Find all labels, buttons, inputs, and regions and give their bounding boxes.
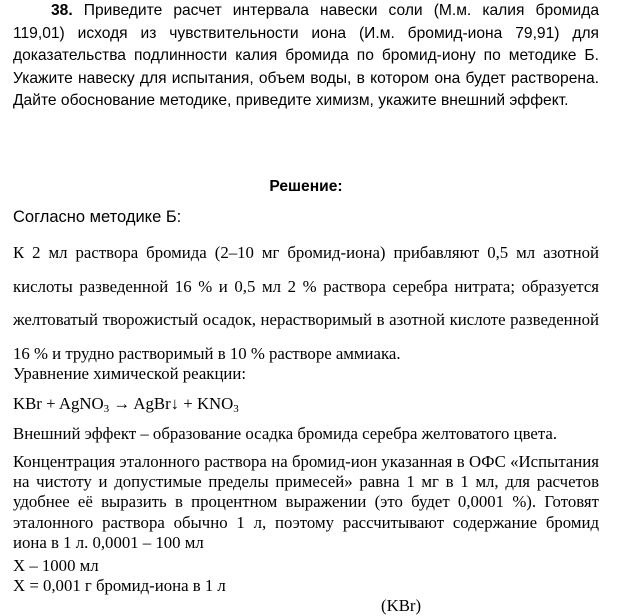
task-number: 38. (51, 2, 73, 19)
reactant-kbr: KBr (13, 394, 42, 413)
calc-line-1: Х – 1000 мл (13, 556, 99, 575)
task-paragraph (13, 0, 599, 113)
task-text: Приведите расчет интервала навески соли (М.м. калия бромида 119,01) исходя из чувствительности иона (И.м. бромид-иона 79,91) для доказательства подлинности калия бромида по бромид-иону по методике Б. Укажите навеску для испытания, объем воды, в котором она будет растворена. Дайте обоснование методике, приведите химизм, укажите внешний эффект. (13, 2, 599, 109)
external-effect: Внешний эффект – образование осадка бромида серебра желтоватого цвета. (13, 424, 558, 443)
plus-sign: + (46, 394, 56, 413)
product-kno3: $KNO_3$ (196, 394, 239, 415)
product-agbr: AgBr↓ (133, 394, 180, 413)
method-description: К 2 мл раствора бромида (2–10 мг бромид-иона) прибавляют 0,5 мл азотной кислоты разведенной 16 % и 0,5 мл 2 % раствора серебра нитрата; образуется желтоватый творожистый осадок, нерастворимый в азотной кислоте разведенной 16 % и трудно растворимый в 10 % растворе аммиака. (13, 243, 599, 364)
plus-sign: + (183, 394, 193, 413)
method-intro: Согласно методике Б: (13, 208, 182, 226)
reactant-agno3: AgNO$_3$ (58, 394, 110, 415)
calc-line-2: Х = 0,001 г бромид-иона в 1 л (13, 576, 226, 595)
concentration-paragraph: Концентрация эталонного раствора на бромид-ион указанная в ОФС «Испытания на чистоту и допустимые пределы примесей» равна 1 мг в 1 мл, для расчетов удобнее её выразить в процентном выражении (это будет 0,0001 %). Готовят эталонного раствора обычно 1 л, поэтому рассчитывают содержание бромид иона в 1 л. 0,0001 – 100 мл (13, 452, 599, 552)
reaction-arrow: → (113, 394, 131, 413)
solution-heading: Решение: (269, 178, 343, 195)
cut-off-line (13, 596, 613, 615)
reaction-equation (13, 392, 599, 421)
equation-label: Уравнение химической реакции: (13, 364, 247, 383)
cut-off-text: (KBr) (381, 596, 422, 615)
